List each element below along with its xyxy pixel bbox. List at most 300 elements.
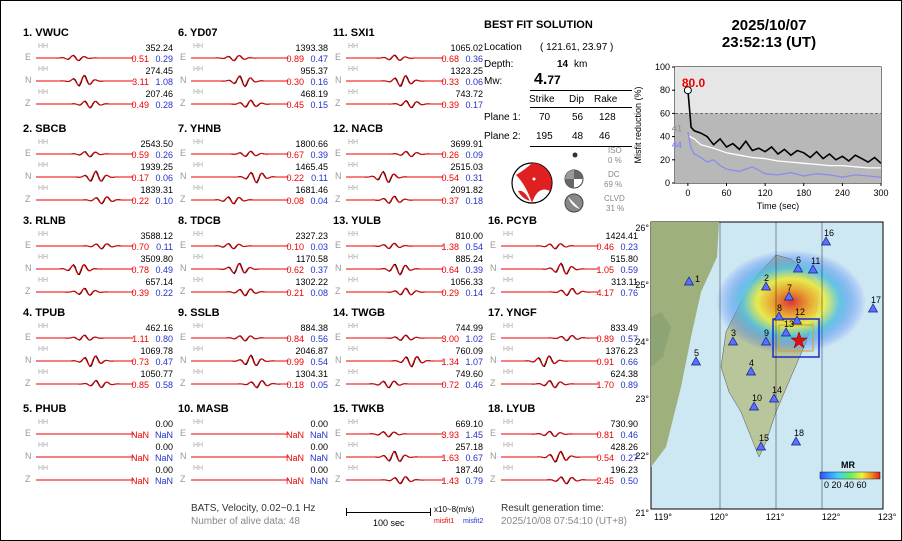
waveform-trace — [333, 442, 483, 464]
station-title: 11. SXI1 — [333, 27, 375, 39]
waveform-trace — [333, 277, 483, 299]
synthetic-waveform — [346, 152, 444, 157]
waveform-plot — [36, 92, 134, 110]
trace-amplitude: 0.00 — [155, 419, 173, 429]
plane1-strike: 70 — [539, 112, 551, 123]
trace-misfit1: 0.89 — [596, 334, 614, 344]
observed-waveform — [346, 264, 444, 275]
trace-amplitude: 1065.02 — [450, 43, 483, 53]
component-label: E — [335, 428, 342, 438]
trace-amplitude: 1069.78 — [140, 346, 173, 356]
trace-misfit2: 0.39 — [310, 150, 328, 160]
waveform-plot — [501, 349, 599, 367]
component-label: E — [490, 240, 497, 250]
waveform-trace — [178, 277, 328, 299]
station-label: 17 — [871, 295, 882, 305]
component-label: N — [335, 355, 342, 365]
waveform-plot — [346, 445, 444, 463]
station-label: 11 — [811, 256, 821, 266]
trace-misfit2: 0.37 — [310, 265, 328, 275]
waveform-trace — [333, 43, 483, 65]
station-panel — [178, 307, 328, 402]
trace-amplitude: 624.38 — [610, 369, 638, 379]
channel-tag: HH — [503, 346, 514, 353]
station-panel — [23, 123, 173, 218]
waveform-trace — [333, 465, 483, 487]
trace-amplitude: 1424.41 — [605, 231, 638, 241]
channel-tag: HH — [193, 254, 204, 261]
trace-misfit1: 0.39 — [131, 288, 149, 298]
station-panel — [178, 403, 328, 498]
channel-tag: HH — [503, 465, 514, 472]
trace-amplitude: 3509.80 — [140, 254, 173, 264]
component-label: E — [335, 52, 342, 62]
waveform-trace — [333, 231, 483, 253]
waveform-plot — [191, 257, 289, 275]
channel-tag: HH — [503, 442, 514, 449]
station-panel — [178, 27, 328, 122]
waveform-plot — [36, 188, 134, 206]
synthetic-waveform — [501, 477, 599, 483]
waveform-plot — [346, 257, 444, 275]
channel-tag: HH — [38, 369, 49, 376]
trace-misfit2: 0.03 — [310, 242, 328, 252]
series-label-a: 41 — [671, 123, 682, 134]
waveform-plot — [191, 92, 289, 110]
component-label: N — [490, 355, 497, 365]
trace-misfit1: 0.29 — [441, 288, 459, 298]
channel-tag: HH — [348, 185, 359, 192]
trace-misfit2: NaN — [309, 430, 328, 440]
channel-tag: HH — [503, 419, 514, 426]
trace-amplitude: 885.24 — [455, 254, 483, 264]
trace-amplitude: 1839.31 — [140, 185, 173, 195]
channel-tag: HH — [38, 139, 49, 146]
waveform-trace — [488, 277, 638, 299]
trace-amplitude: 462.16 — [145, 323, 173, 333]
waveform-trace — [488, 254, 638, 276]
trace-misfit1: 0.45 — [286, 100, 304, 110]
channel-tag: HH — [348, 231, 359, 238]
component-label: Z — [25, 286, 31, 296]
component-label: Z — [180, 378, 186, 388]
component-label: E — [335, 240, 342, 250]
synthetic-waveform — [36, 357, 134, 367]
station-title: 16. PCYB — [488, 215, 537, 227]
dc-value: 69 % — [604, 180, 623, 189]
waveform-trace — [178, 323, 328, 345]
synthetic-waveform — [36, 152, 134, 157]
station-panel — [23, 27, 173, 122]
trace-misfit2: 0.47 — [310, 54, 328, 64]
channel-tag: HH — [38, 66, 49, 73]
trace-misfit2: 0.11 — [156, 242, 173, 252]
synthetic-waveform — [346, 452, 444, 461]
station-title: 8. TDCB — [178, 215, 221, 227]
trace-amplitude: 1800.66 — [295, 139, 328, 149]
waveform-trace — [23, 231, 173, 253]
channel-tag: HH — [348, 369, 359, 376]
observed-waveform — [191, 172, 289, 183]
trace-misfit1: 0.10 — [286, 242, 304, 252]
trace-misfit1: 0.91 — [596, 357, 614, 367]
component-label: N — [335, 75, 342, 85]
waveform-trace — [23, 277, 173, 299]
trace-misfit1: 0.70 — [131, 242, 149, 252]
trace-misfit2: 0.31 — [465, 173, 483, 183]
station-label: 6 — [796, 255, 802, 265]
trace-misfit2: 0.89 — [620, 380, 638, 390]
trace-amplitude: 884.38 — [300, 323, 328, 333]
synthetic-waveform — [191, 356, 289, 366]
station-label: 15 — [759, 433, 770, 443]
trace-misfit2: NaN — [154, 453, 173, 463]
waveform-plot — [36, 422, 134, 440]
trace-amplitude: 1302.22 — [295, 277, 328, 287]
component-label: Z — [335, 378, 341, 388]
component-label: N — [490, 263, 497, 273]
synthetic-waveform — [36, 381, 134, 387]
mr-legend-title: MR — [841, 460, 855, 470]
channel-tag: HH — [348, 442, 359, 449]
channel-tag: HH — [503, 254, 514, 261]
trace-misfit1: 0.67 — [286, 150, 304, 160]
component-label: E — [180, 428, 187, 438]
trace-amplitude: 1681.46 — [295, 185, 328, 195]
component-label: N — [25, 171, 32, 181]
plane2-strike: 195 — [536, 131, 553, 142]
trace-misfit2: 0.47 — [155, 357, 173, 367]
trace-misfit1: 0.46 — [596, 242, 614, 252]
trace-misfit2: NaN — [309, 453, 328, 463]
y-tick-label: 80 — [659, 85, 670, 96]
station-title: 4. TPUB — [23, 307, 66, 319]
waveform-plot — [346, 188, 444, 206]
station-panel — [488, 403, 638, 498]
waveform-trace — [333, 346, 483, 368]
waveform-trace — [488, 346, 638, 368]
trace-misfit2: 1.02 — [465, 334, 483, 344]
waveform-trace — [488, 465, 638, 487]
synthetic-waveform — [36, 76, 134, 86]
x-axis-label: Time (sec) — [756, 201, 800, 211]
trace-amplitude: 196.23 — [610, 465, 638, 475]
channel-tag: HH — [348, 162, 359, 169]
trace-misfit1: 0.22 — [286, 173, 304, 183]
station-panel — [333, 307, 483, 402]
trace-misfit2: 0.76 — [620, 288, 638, 298]
synthetic-waveform — [501, 381, 599, 388]
trace-misfit1: 0.39 — [441, 100, 459, 110]
trace-misfit2: 0.06 — [465, 77, 483, 87]
iso-symbol-icon — [571, 151, 579, 159]
synthetic-waveform — [36, 172, 134, 181]
trace-amplitude: 744.99 — [455, 323, 483, 333]
station-label: 9 — [764, 328, 770, 338]
col-strike: Strike — [529, 94, 555, 105]
synthetic-waveform — [36, 289, 134, 296]
depth-label: Depth: — [484, 59, 514, 70]
trace-misfit1: 0.08 — [286, 196, 304, 206]
waveform-plot — [191, 422, 289, 440]
synthetic-waveform — [191, 289, 289, 295]
location-value: ( 121.61, 23.97 ) — [540, 42, 614, 53]
trace-amplitude: 3588.12 — [140, 231, 173, 241]
waveform-plot — [191, 46, 289, 64]
component-label: Z — [180, 98, 186, 108]
trace-misfit2: 0.57 — [620, 334, 638, 344]
waveform-plot — [36, 468, 134, 486]
waveform-trace — [178, 139, 328, 161]
shaded-region — [675, 67, 881, 113]
col-dip: Dip — [569, 94, 585, 105]
trace-misfit1: 1.70 — [596, 380, 614, 390]
waveform-plot — [191, 165, 289, 183]
trace-amplitude: 1056.33 — [450, 277, 483, 287]
trace-misfit1: 3.00 — [441, 334, 459, 344]
station-title: 14. TWGB — [333, 307, 385, 319]
component-label: Z — [180, 474, 186, 484]
waveform-plot — [36, 372, 134, 390]
synthetic-waveform — [501, 452, 599, 461]
synthetic-waveform — [36, 335, 134, 340]
trace-amplitude: 274.45 — [145, 66, 173, 76]
waveform-trace — [178, 465, 328, 487]
trace-misfit1: 0.22 — [131, 196, 149, 206]
trace-misfit2: 0.59 — [620, 265, 638, 275]
trace-amplitude: 0.00 — [310, 465, 328, 475]
station-label: 4 — [749, 358, 755, 368]
synthetic-waveform — [346, 381, 444, 387]
lon-tick-label: 121° — [765, 512, 785, 522]
station-title: 13. YULB — [333, 215, 382, 227]
synthetic-waveform — [346, 265, 444, 275]
station-title: 2. SBCB — [23, 123, 67, 135]
trace-misfit2: 0.54 — [465, 242, 483, 252]
station-panel — [23, 403, 173, 498]
trace-misfit2: 0.58 — [155, 380, 173, 390]
waveform-plot — [191, 445, 289, 463]
x-tick-label: 180 — [796, 188, 812, 198]
plane2-dip: 48 — [572, 131, 584, 142]
depth-unit: km — [574, 59, 588, 70]
station-title: 5. PHUB — [23, 403, 67, 415]
component-label: N — [25, 75, 32, 85]
lon-tick-label: 120° — [709, 512, 729, 522]
channel-tag: HH — [348, 419, 359, 426]
synthetic-waveform — [36, 56, 134, 61]
trace-amplitude: 2515.03 — [450, 162, 483, 172]
waveform-plot — [501, 234, 599, 252]
trace-misfit1: NaN — [285, 453, 304, 463]
waveform-plot — [501, 280, 599, 298]
component-label: N — [25, 355, 32, 365]
channel-tag: HH — [503, 369, 514, 376]
trace-misfit2: 0.46 — [620, 430, 638, 440]
component-label: E — [180, 52, 187, 62]
trace-misfit2: 0.66 — [620, 357, 638, 367]
lat-tick-label: 22° — [635, 451, 649, 461]
trace-misfit2: 0.05 — [310, 380, 328, 390]
trace-misfit1: 0.26 — [441, 150, 459, 160]
waveform-trace — [333, 89, 483, 111]
channel-tag: HH — [38, 254, 49, 261]
waveform-plot — [501, 372, 599, 390]
waveform-plot — [191, 468, 289, 486]
channel-tag: HH — [38, 277, 49, 284]
trace-misfit1: 0.54 — [441, 173, 459, 183]
synthetic-waveform — [36, 265, 134, 275]
waveform-trace — [178, 185, 328, 207]
station-panel — [333, 27, 483, 122]
trace-misfit2: 1.07 — [465, 357, 483, 367]
component-label: Z — [490, 286, 496, 296]
synthetic-waveform — [191, 101, 289, 107]
component-label: E — [25, 332, 32, 342]
synthetic-waveform — [191, 173, 289, 182]
trace-misfit1: 1.11 — [132, 334, 149, 344]
trace-misfit2: 0.10 — [155, 196, 173, 206]
component-label: E — [335, 332, 342, 342]
waveform-plot — [346, 46, 444, 64]
waveform-plot — [36, 142, 134, 160]
waveform-trace — [178, 231, 328, 253]
y-tick-label: 0 — [664, 178, 670, 188]
component-label: N — [180, 171, 187, 181]
trace-misfit2: 0.56 — [310, 334, 328, 344]
trace-misfit1: 0.81 — [596, 430, 614, 440]
channel-tag: HH — [193, 346, 204, 353]
channel-tag: HH — [348, 139, 359, 146]
trace-amplitude: 1393.38 — [295, 43, 328, 53]
channel-tag: HH — [193, 277, 204, 284]
channel-tag: HH — [38, 346, 49, 353]
station-label: 16 — [824, 228, 835, 238]
trace-amplitude: 313.11 — [611, 277, 638, 287]
station-label: 10 — [752, 393, 763, 403]
waveform-trace — [333, 139, 483, 161]
trace-misfit1: 0.51 — [131, 54, 149, 64]
trace-amplitude: 428.26 — [610, 442, 638, 452]
station-title: 7. YHNB — [178, 123, 222, 135]
waveform-plot — [191, 372, 289, 390]
channel-tag: HH — [348, 66, 359, 73]
trace-misfit1: 0.99 — [286, 357, 304, 367]
lon-tick-label: 123° — [877, 512, 897, 522]
waveform-plot — [36, 280, 134, 298]
channel-tag: HH — [193, 89, 204, 96]
station-panel — [333, 123, 483, 218]
synthetic-waveform — [346, 432, 444, 437]
synthetic-waveform — [191, 381, 289, 387]
component-label: N — [25, 263, 32, 273]
time-scale-label: 100 sec — [373, 518, 405, 528]
synthetic-waveform — [346, 289, 444, 295]
taiwan-station-map — [635, 217, 897, 522]
station-title: 6. YD07 — [178, 27, 218, 39]
mr-legend-ticks: 0 20 40 60 — [824, 480, 867, 490]
waveform-plot — [36, 257, 134, 275]
channel-tag: HH — [348, 89, 359, 96]
channel-tag: HH — [193, 231, 204, 238]
waveform-trace — [178, 419, 328, 441]
synthetic-waveform — [346, 101, 444, 107]
trace-misfit2: 0.80 — [155, 334, 173, 344]
station-panel — [23, 215, 173, 310]
station-title: 1. VWUC — [23, 27, 69, 39]
waveform-trace — [23, 323, 173, 345]
synthetic-waveform — [191, 244, 289, 249]
channel-tag: HH — [38, 231, 49, 238]
mw-value: 4.77 — [534, 71, 561, 88]
trace-misfit2: 0.36 — [465, 54, 483, 64]
component-label: E — [25, 428, 32, 438]
plane1-rake: 128 — [599, 112, 616, 123]
x-tick-label: 60 — [721, 188, 732, 198]
clvd-symbol-icon — [564, 193, 584, 213]
waveform-trace — [178, 162, 328, 184]
synthetic-waveform — [191, 76, 289, 86]
trace-misfit1: 0.49 — [131, 100, 149, 110]
synthetic-waveform — [191, 198, 289, 204]
station-title: 15. TWKB — [333, 403, 385, 415]
waveform-trace — [23, 442, 173, 464]
channel-tag: HH — [38, 43, 49, 50]
trace-misfit2: 0.26 — [155, 150, 173, 160]
channel-tag: HH — [193, 323, 204, 330]
trace-misfit1: 1.63 — [441, 453, 459, 463]
waveform-plot — [346, 142, 444, 160]
synthetic-waveform — [191, 56, 289, 61]
channel-tag: HH — [38, 323, 49, 330]
alive-data-info: Number of alive data: 48 — [191, 516, 300, 527]
trace-misfit1: 0.84 — [286, 334, 304, 344]
y-tick-label: 60 — [659, 108, 670, 119]
station-title: 9. SSLB — [178, 307, 220, 319]
channel-tag: HH — [348, 43, 359, 50]
component-label: E — [490, 332, 497, 342]
waveform-trace — [23, 419, 173, 441]
waveform-trace — [178, 43, 328, 65]
observed-waveform — [346, 357, 444, 367]
synthetic-waveform — [501, 336, 599, 341]
misfit-reduction-chart — [631, 59, 896, 209]
clvd-value: 31 % — [606, 204, 625, 213]
component-label: E — [25, 240, 32, 250]
y-axis-label: Misfit reduction (%) — [633, 86, 643, 164]
station-label: 2 — [764, 273, 770, 283]
lat-tick-label: 21° — [635, 508, 649, 518]
waveform-plot — [346, 372, 444, 390]
trace-misfit2: 0.49 — [155, 265, 173, 275]
trace-misfit2: NaN — [154, 476, 173, 486]
trace-misfit2: NaN — [309, 476, 328, 486]
component-label: Z — [25, 378, 31, 388]
component-label: Z — [180, 286, 186, 296]
waveform-plot — [191, 234, 289, 252]
waveform-plot — [346, 422, 444, 440]
event-time: 23:52:13 (UT) — [721, 34, 817, 51]
component-label: N — [180, 75, 187, 85]
synthetic-waveform — [346, 336, 444, 341]
iso-value: 0 % — [608, 156, 622, 165]
waveform-trace — [333, 369, 483, 391]
trace-misfit1: 0.18 — [286, 380, 304, 390]
waveform-plot — [191, 69, 289, 87]
trace-misfit1: 0.85 — [131, 380, 149, 390]
station-label: 8 — [777, 303, 783, 313]
component-label: E — [180, 148, 187, 158]
